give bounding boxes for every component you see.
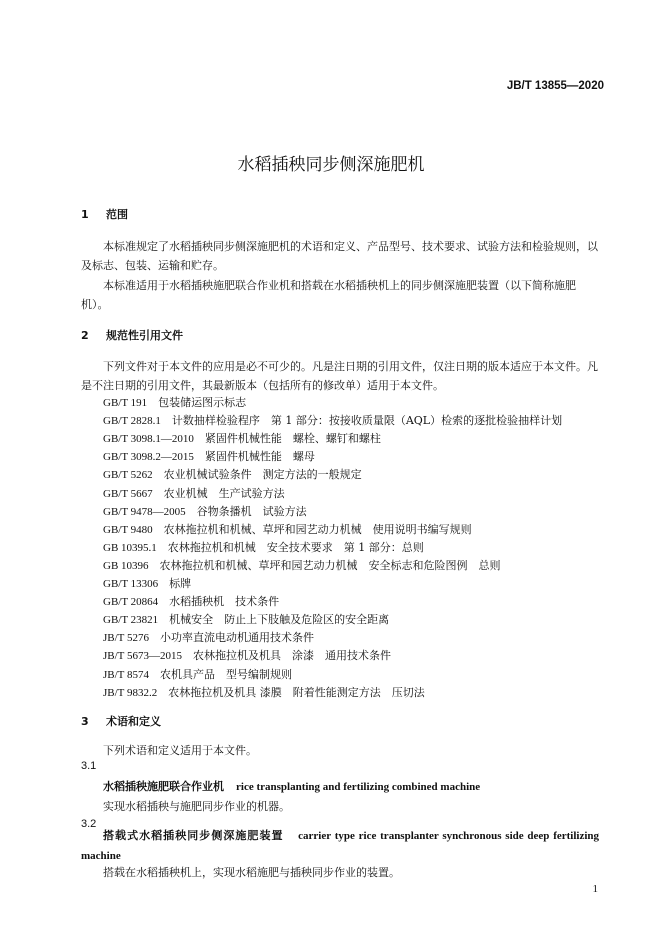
reference-title: 农林拖拉机和机械、草坪和园艺动力机械 使用说明书编写规则 xyxy=(163,522,472,536)
reference-title: 小功率直流电动机通用技术条件 xyxy=(159,631,314,645)
reference-item xyxy=(103,430,381,446)
reference-title: 农业机械 生产试验方法 xyxy=(163,486,285,500)
reference-code: JB/T 8574 xyxy=(103,668,149,681)
reference-item xyxy=(103,539,424,555)
term-english: rice transplanting and fertilizing combined machine xyxy=(236,781,481,793)
reference-code: GB/T 5262 xyxy=(103,469,153,482)
reference-title: 计数抽样检验程序 第 1 部分：按接收质量限（AQL）检索的逐批检验抽样计划 xyxy=(171,414,563,428)
standard-number: JB/T 13855—2020 xyxy=(506,80,604,92)
reference-title: 机械安全 防止上下肢触及危险区的安全距离 xyxy=(169,613,390,627)
reference-code: GB/T 191 xyxy=(103,397,148,409)
reference-code: GB/T 5667 xyxy=(103,487,153,500)
reference-item xyxy=(103,629,314,645)
reference-item xyxy=(103,611,389,627)
section-3-heading xyxy=(81,713,161,729)
term-chinese: 搭载式水稻插秧同步侧深施肥装置 xyxy=(103,829,284,842)
document-title: 水稻插秧同步侧深施肥机 xyxy=(237,155,425,175)
section-number: 1 xyxy=(81,208,89,221)
reference-item xyxy=(103,557,501,573)
reference-title: 农业机械试验条件 测定方法的一般规定 xyxy=(163,468,362,482)
reference-item xyxy=(103,448,315,464)
term-english: carrier type rice transplanter synchronous side deep fertilizing machine xyxy=(81,830,600,862)
reference-title: 水稻插秧机 技术条件 xyxy=(169,595,280,609)
reference-code: GB/T 13306 xyxy=(103,578,159,590)
page-number: 1 xyxy=(592,883,598,895)
term-definition: 实现水稻插秧与施肥同步作业的机器。 xyxy=(103,800,290,813)
reference-title: 谷物条播机 试验方法 xyxy=(196,504,307,518)
reference-item xyxy=(103,466,362,482)
term-number: 3.1 xyxy=(81,760,97,772)
reference-code: JB/T 5276 xyxy=(103,632,149,645)
reference-code: GB 10396 xyxy=(103,559,149,572)
section-title: 规范性引用文件 xyxy=(106,329,183,342)
reference-title: 农林拖拉机及机具 漆膜 附着性能测定方法 压切法 xyxy=(168,685,425,699)
reference-item xyxy=(103,503,307,519)
reference-title: 标牌 xyxy=(169,577,192,590)
reference-title: 农林拖拉机及机具 涂漆 通用技术条件 xyxy=(192,649,391,663)
section-1-heading xyxy=(81,206,128,222)
reference-code: GB/T 9480 xyxy=(103,523,153,536)
section-title: 范围 xyxy=(106,208,128,221)
reference-item xyxy=(103,412,562,428)
reference-code: GB/T 9478—2005 xyxy=(103,505,186,518)
term-title xyxy=(103,778,480,794)
section-2-heading xyxy=(81,327,183,343)
reference-title: 紧固件机械性能 螺栓、螺钉和螺柱 xyxy=(204,432,381,446)
reference-code: GB/T 3098.2—2015 xyxy=(103,451,194,464)
reference-item xyxy=(103,647,391,663)
terms-intro: 下列术语和定义适用于本文件。 xyxy=(103,744,257,757)
reference-item xyxy=(103,593,279,609)
section-title: 术语和定义 xyxy=(106,715,161,728)
references-intro: 下列文件对于本文件的应用是必不可少的。凡是注日期的引用文件，仅注日期的版本适应于本文件。凡是不注日期的引用文件，其最新版本（包括所有的修改单）适用于本文件。 xyxy=(81,360,598,393)
reference-code: JB/T 9832.2 xyxy=(103,686,158,699)
term-definition: 搭载在水稻插秧机上，实现水稻施肥与插秧同步作业的装置。 xyxy=(103,866,400,879)
reference-code: GB/T 3098.1—2010 xyxy=(103,433,194,446)
reference-title: 农林拖拉机和机械、草坪和园艺动力机械 安全标志和危险图例 总则 xyxy=(159,558,501,572)
reference-title: 包装储运图示标志 xyxy=(158,396,247,409)
reference-title: 紧固件机械性能 螺母 xyxy=(204,450,315,464)
reference-code: GB/T 20864 xyxy=(103,596,159,609)
reference-title: 农机具产品 型号编制规则 xyxy=(159,667,292,681)
reference-title: 农林拖拉机和机械 安全技术要求 第 1 部分：总则 xyxy=(167,540,424,554)
term-title xyxy=(81,826,599,866)
reference-item xyxy=(103,684,425,700)
reference-code: JB/T 5673—2015 xyxy=(103,650,182,663)
reference-code: GB/T 2828.1 xyxy=(103,415,161,428)
reference-item xyxy=(103,575,191,591)
section-number: 3 xyxy=(81,715,89,728)
reference-item xyxy=(103,521,472,537)
section-number: 2 xyxy=(81,329,89,342)
scope-paragraph-1: 本标准规定了水稻插秧同步侧深施肥机的术语和定义、产品型号、技术要求、试验方法和检验规则，以及标志、包装、运输和贮存。 xyxy=(81,240,598,273)
reference-item xyxy=(103,666,292,682)
reference-item xyxy=(103,394,246,410)
reference-code: GB 10395.1 xyxy=(103,541,157,554)
reference-item xyxy=(103,485,285,501)
reference-code: GB/T 23821 xyxy=(103,614,159,627)
term-number: 3.2 xyxy=(81,818,97,830)
term-chinese: 水稻插秧施肥联合作业机 xyxy=(103,780,224,793)
scope-paragraph-2: 本标准适用于水稻插秧施肥联合作业机和搭载在水稻插秧机上的同步侧深施肥装置（以下简称施肥机）。 xyxy=(81,279,576,312)
